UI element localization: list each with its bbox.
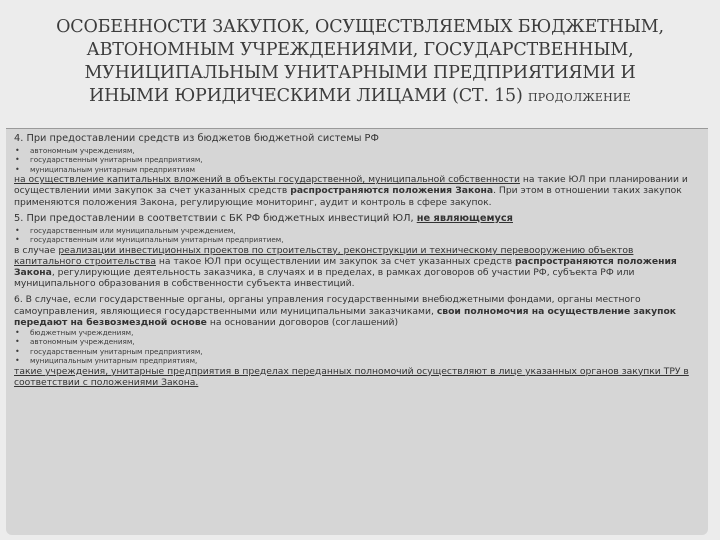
title-line-3: МУНИЦИПАЛЬНЫМ УНИТАРНЫМИ ПРЕДПРИЯТИЯМИ И [84,63,636,83]
title-line-4-text: ИНЫМИ ЮРИДИЧЕСКИМИ ЛИЦАМИ (СТ. 15) [89,86,523,106]
section-6-text-1: 6. В случае, если государственные органы, органы управления государственными внебюджетными фондами, органы местного самоуправления, являющиеся государственными или муниципальными заказчиками, [14,294,641,317]
title-line-2: АВТОНОМНЫМ УЧРЕЖДЕНИЯМИ, ГОСУДАРСТВЕННЫМ, [86,40,634,60]
section-5-heading-text: 5. При предоставлении в соответствии с БК РФ бюджетных инвестиций ЮЛ, [14,212,417,224]
slide-title [20,16,700,109]
section-6-bold: свои полномочия на осуществление закупок передают на безвозмездной основе [14,305,677,328]
title-line-4 [20,85,700,109]
section-5-underlined: реализации инвестиционных проектов по строительству, реконструкции и техническому перевооружению объектов капитального строительства [14,244,634,267]
list-item: • муниципальным унитарным предприятиям, [14,356,700,365]
content-body [14,133,700,388]
section-4-paragraph [14,174,700,208]
section-5-list [14,226,700,245]
section-4-heading: 4. При предоставлении средств из бюджетов бюджетной системы РФ [14,133,379,144]
section-5-heading-emphasis: не являющемуся [416,212,513,224]
list-item: • автономным учреждениям, [14,146,700,155]
list-item: • муниципальным унитарным предприятиям [14,165,700,174]
section-4-bold: распространяются положения Закона [290,185,494,197]
section-4-underlined: на осуществление капитальных вложений в объекты государственной, муниципальной собственности [14,174,520,186]
section-5-bold: распространяются положения Закона [14,255,677,279]
list-item: • бюджетным учреждениям, [14,328,700,337]
section-4-text-1: на такие ЮЛ при планировании и осуществлении ими закупок за счет указанных средств [14,174,688,197]
section-5-text-1: на такое ЮЛ при осуществлении им закупок за счет указанных средств [156,255,515,267]
list-item: • государственным унитарным предприятиям, [14,155,700,164]
list-item: • государственным унитарным предприятиям, [14,347,700,356]
section-6-list [14,328,700,366]
list-item: • государственным или муниципальным унитарным предприятием, [14,235,700,244]
section-6-text-2: на основании договоров (соглашений) [206,316,399,328]
section-6-final: такие учреждения, унитарные предприятия в пределах переданных полномочий осуществляют в лице указанных органов закупки ТРУ в соответствии с положениями Закона. [14,365,689,388]
list-item: • государственным или муниципальным учреждением, [14,226,700,235]
section-5-heading [14,213,700,225]
section-4-text-2: . При этом в отношении таких закупок применяются положения Закона, регулирующие мониторинг, аудит и контроль в сфере закупок. [14,185,682,208]
section-5-text-0: в случае [14,244,59,256]
list-item: • автономным учреждениям, [14,337,700,346]
section-6-paragraph [14,294,700,328]
title-suffix: ПРОДОЛЖЕНИЕ [527,91,631,104]
section-4-list [14,146,700,174]
title-line-1: ОСОБЕННОСТИ ЗАКУПОК, ОСУЩЕСТВЛЯЕМЫХ БЮДЖЕТНЫМ, [56,17,664,37]
section-5-text-2: , регулирующие деятельность заказчика, в случаях и в пределах, в рамках договоров об участии РФ, субъекта РФ или муниципального образования в собственности субъекта инвестиций. [14,267,635,290]
section-5-paragraph [14,245,700,290]
